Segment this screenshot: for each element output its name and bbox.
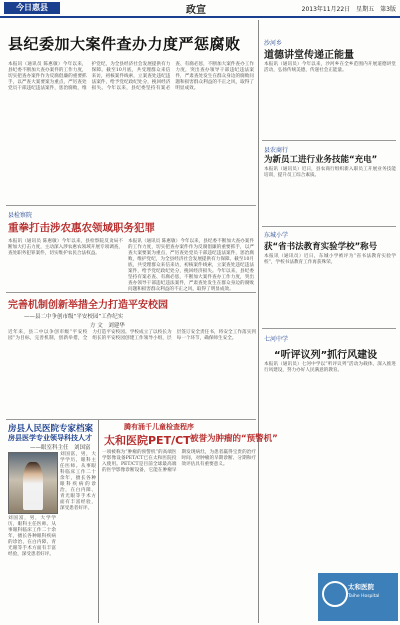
- center-bottom-body: 一项被称为“肿瘤的预警机”的高端医学影像设备PET/CT已在太和医院投入使用。PET/CT是目前全球最高端的医学影像诊断设备，它能在肿瘤早期发现病灶，为患者赢得宝贵的治疗时间，对肿瘤的早期诊断、分期和疗效评估具有重要意义。: [102, 450, 256, 473]
- section-divider: [6, 292, 256, 293]
- section-divider: [6, 419, 256, 420]
- right-story4-headline: “听评议列”抓行风建设: [274, 350, 378, 361]
- left-mid-byline: 方 文 刘建华: [90, 323, 125, 329]
- hospital-logo-icon: [322, 581, 348, 607]
- masthead: [0, 0, 400, 18]
- left-bottom-subheadline: 房县医学专业领导科技人才: [8, 434, 92, 442]
- right-story2-headline: 为新员工进行业务技能“充电”: [264, 155, 378, 165]
- left-mid-subheadline: ——县二中争创市级“平安校园”工作纪实: [24, 314, 124, 320]
- left-mid-headline: 完善机制创新举措全力打造平安校园: [8, 300, 168, 311]
- section-divider: [6, 205, 256, 206]
- left-bottom-headline: 房县人民医院专家档案: [8, 424, 94, 434]
- section-divider: [262, 328, 396, 329]
- section-divider: [262, 226, 396, 227]
- right-story2-body: 本报讯（通讯员）近日，县农商行组织新入职员工开展业务技能培训，提升员工综合素质。: [264, 167, 396, 178]
- paper-logo: 今日惠县: [4, 2, 60, 14]
- left-top-body-2: 本报讯（通讯员 陈惠敏）今年以来，县纪委不断加大查办案件的工作力度，切实把查办案件作为反腐倡廉的重要抓手，以严查大案要案为重点，严厉查处党员干部违纪违法案件，惩治腐败，维护党纪，为全县经济社会发展提供有力保障。截至10月底，共受理群众来信来访，初核案件线索，立案查处违纪违法案件，给予党纪政纪处分，挽回经济损失。今年以来，县纪委坚持有案必查、有腐必惩，不断加大案件查办工作力度，突出查办领导干部违纪违法案件，严肃查处发生在群众身边的腐败问题和损害群众利益的不正之风，取得了明显成效。: [128, 239, 254, 292]
- section-divider: [262, 140, 396, 141]
- right-story1-headline: 道德讲堂传递正能量: [264, 50, 354, 61]
- main-story-body: 本报讯（通讯员 陈惠敏）今年以来，县纪委不断加大查办案件的工作力度，切实把查办案件作为反腐倡廉的重要抓手，以严查大案要案为重点，严厉查处党员干部违纪违法案件，惩治腐败，维护党纪，为全县经济社会发展提供有力保障。截至10月底，共受理群众来信来访，初核案件线索，立案查处违纪违法案件，给予党纪政纪处分，挽回经济损失。今年以来，县纪委坚持有案必查、有腐必惩，不断加大案件查办工作力度，突出查办领导干部违纪违法案件，严肃查处发生在群众身边的腐败问题和损害群众利益的不正之风，取得了明显成效。: [8, 62, 254, 91]
- issue-date: 2013年11月22日 星期五 第3版: [301, 6, 396, 13]
- right-story4-label: 七河中学: [264, 336, 289, 343]
- left-mid-body: 近年来，县二中以争创市级“平安校园”为目标，完善机制，创新举措，全力打造平安校园。学校成立了以校长为组长的平安校园创建工作领导小组，层层签订安全责任书，将安全工作落实到每一个环节，确保师生安全。: [8, 330, 256, 341]
- left-bottom-body-2: 刘国富，男，大学学历，眼科主任医师。从事眼科临床工作二十余年，擅长各种眼科疾病的诊治，在白内障、青光眼等手术方面有丰富经验，深受患者好评。: [8, 516, 56, 557]
- hospital-ad: [318, 573, 398, 621]
- column-divider: [98, 420, 99, 623]
- ad-slogan: Taihe Hospital: [348, 594, 380, 599]
- section-title: 政宣: [186, 5, 206, 16]
- left-top-label: 县检察院: [8, 212, 33, 219]
- center-bottom-headline-2: 被誉为肿瘤的“预警机”: [190, 434, 278, 444]
- right-story3-headline: 获“省书法教育实验学校”称号: [264, 242, 378, 252]
- right-story1-label: 沙河乡: [264, 40, 283, 47]
- right-story1-body: 本报讯（通讯员）今年以来，沙河乡在全乡范围内开展道德讲堂活动，弘扬传统美德，传递社会正能量。: [264, 62, 396, 73]
- doctor-figure: [23, 462, 42, 510]
- right-story3-body: 本报讯（通讯员）近日，东城小学被评为“省书法教育实验学校”，学校书法教育工作再获殊荣。: [264, 254, 396, 265]
- ad-name: 太和医院: [348, 583, 374, 591]
- left-top-headline: 重拳打击涉农惠农领域职务犯罪: [8, 222, 155, 234]
- doctor-photo: [8, 452, 58, 514]
- column-divider: [258, 20, 259, 623]
- center-bottom-headline-1: 太和医院PET/CT: [104, 434, 191, 447]
- right-story2-label: 县农商行: [264, 147, 289, 154]
- center-bottom-highlight: 腾有涌千儿童检查程序: [124, 423, 194, 431]
- left-bottom-body: 刘国富，男，大学学历，眼科主任医师。从事眼科临床工作二十余年，擅长各种眼科疾病的诊治，在白内障、青光眼等手术方面有丰富经验，深受患者好评。: [60, 452, 96, 511]
- right-story3-label: 东城小学: [264, 232, 289, 239]
- left-top-body: 本报讯（通讯员 陈惠敏）今年以来，县检察院反贪局不断加大打击力度，主动深入涉农惠农领域开展专项调查，查处职务犯罪案件，切实维护农民合法权益。: [8, 239, 123, 256]
- main-headline: 县纪委加大案件查办力度严惩腐败: [8, 35, 241, 53]
- right-story4-body: 本报讯（通讯员）七河中学以“听评议列”活动为载体，深入推进行风建设，努力办好人民满意的教育。: [264, 362, 396, 373]
- left-bottom-tagline: ——眼室科主任 刘国富: [30, 445, 91, 451]
